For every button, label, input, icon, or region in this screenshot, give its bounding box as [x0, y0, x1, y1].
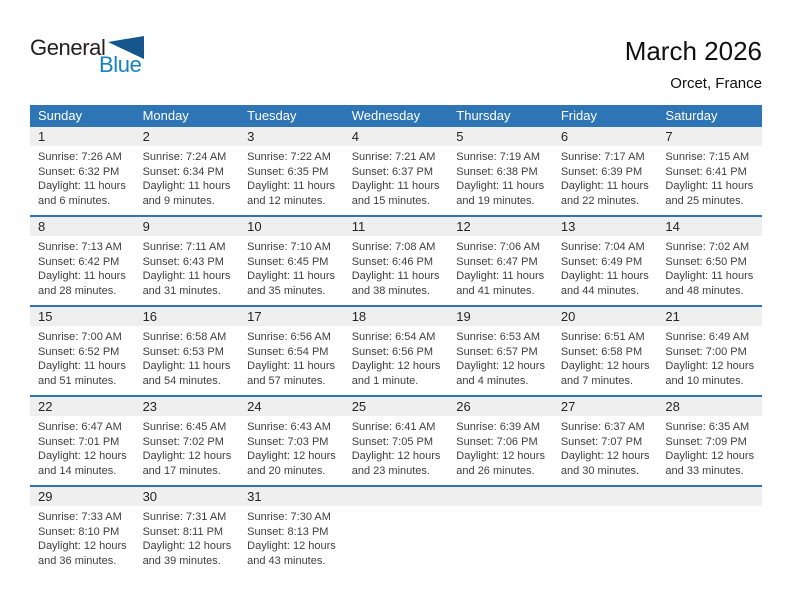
day-number: 24 [239, 397, 344, 416]
sunset-text: Sunset: 7:06 PM [456, 435, 538, 448]
daylight-text: Daylight: 11 hours and 51 minutes. [38, 360, 126, 387]
day-details [657, 326, 762, 388]
day-number: 19 [448, 307, 553, 326]
page-header [30, 36, 762, 105]
day-cell-15 [30, 307, 135, 395]
daylight-text: Daylight: 12 hours and 33 minutes. [665, 450, 755, 477]
week-row [30, 215, 762, 305]
day-number [344, 487, 449, 506]
sunrise-text: Sunrise: 6:47 AM [38, 421, 122, 433]
daylight-text: Daylight: 12 hours and 43 minutes. [247, 540, 336, 567]
day-number: 30 [135, 487, 240, 506]
week-row [30, 127, 762, 215]
day-cell-22 [30, 397, 135, 485]
sunset-text: Sunset: 8:11 PM [142, 525, 224, 538]
sunrise-text: Sunrise: 6:39 AM [456, 421, 541, 433]
daylight-text: Daylight: 12 hours and 4 minutes. [456, 360, 545, 387]
day-number: 13 [553, 217, 658, 236]
sunrise-text: Sunrise: 7:31 AM [142, 511, 227, 523]
location-subtitle: Orcet, France [670, 75, 762, 92]
day-number: 26 [448, 397, 553, 416]
daylight-text: Daylight: 11 hours and 35 minutes. [247, 270, 335, 297]
day-number [448, 487, 553, 506]
day-number: 21 [657, 307, 762, 326]
sunrise-text: Sunrise: 7:04 AM [560, 241, 645, 253]
daylight-text: Daylight: 12 hours and 23 minutes. [351, 450, 441, 477]
sunrise-text: Sunrise: 7:26 AM [38, 151, 122, 163]
daylight-text: Daylight: 11 hours and 15 minutes. [351, 180, 440, 207]
day-details [448, 236, 553, 298]
day-cell-8 [30, 217, 135, 305]
day-details [239, 146, 344, 208]
sunset-text: Sunset: 7:01 PM [38, 435, 120, 448]
day-number: 12 [448, 217, 553, 236]
sunrise-text: Sunrise: 6:35 AM [665, 421, 750, 433]
day-number [553, 487, 658, 506]
day-details [135, 506, 240, 568]
sunset-text: Sunset: 7:02 PM [142, 435, 224, 448]
day-details [448, 326, 553, 388]
day-details [135, 416, 240, 478]
day-details [135, 146, 240, 208]
day-cell-26 [448, 397, 553, 485]
day-details [30, 416, 135, 478]
day-cell-3 [239, 127, 344, 215]
brand-logo [30, 36, 144, 77]
sunrise-text: Sunrise: 7:17 AM [560, 151, 645, 163]
sunrise-text: Sunrise: 7:11 AM [142, 241, 226, 253]
daylight-text: Daylight: 11 hours and 41 minutes. [456, 270, 545, 297]
sunrise-text: Sunrise: 6:45 AM [142, 421, 227, 433]
day-cell-19 [448, 307, 553, 395]
day-cell-1 [30, 127, 135, 215]
daylight-text: Daylight: 11 hours and 22 minutes. [560, 180, 649, 207]
daylight-text: Daylight: 12 hours and 17 minutes. [142, 450, 232, 477]
sunrise-text: Sunrise: 7:06 AM [456, 241, 541, 253]
sunset-text: Sunset: 7:00 PM [665, 345, 747, 358]
sunrise-text: Sunrise: 6:43 AM [247, 421, 331, 433]
weekday-header-saturday: Saturday [665, 108, 718, 123]
day-cell-20 [553, 307, 658, 395]
day-number: 29 [30, 487, 135, 506]
sunset-text: Sunset: 6:45 PM [247, 255, 329, 268]
day-details [553, 146, 658, 208]
daylight-text: Daylight: 11 hours and 38 minutes. [351, 270, 440, 297]
daylight-text: Daylight: 11 hours and 54 minutes. [142, 360, 231, 387]
day-details [657, 236, 762, 298]
page-title: March 2026 [624, 36, 762, 66]
weekday-header-monday: Monday [142, 108, 189, 123]
day-cell-2 [135, 127, 240, 215]
day-details [344, 146, 449, 208]
day-cell-27 [553, 397, 658, 485]
sunrise-text: Sunrise: 7:15 AM [665, 151, 750, 163]
sunset-text: Sunset: 7:09 PM [665, 435, 747, 448]
day-details [657, 416, 762, 478]
day-number: 14 [657, 217, 762, 236]
day-details [30, 506, 135, 568]
sunrise-text: Sunrise: 6:49 AM [665, 331, 750, 343]
day-cell-14 [657, 217, 762, 305]
day-cell-28 [657, 397, 762, 485]
sunrise-text: Sunrise: 7:00 AM [38, 331, 122, 343]
sunset-text: Sunset: 6:47 PM [456, 255, 538, 268]
daylight-text: Daylight: 11 hours and 25 minutes. [665, 180, 754, 207]
day-number: 23 [135, 397, 240, 416]
sunset-text: Sunset: 6:56 PM [351, 345, 434, 358]
day-cell-24 [239, 397, 344, 485]
title-block [625, 36, 762, 93]
day-cell-12 [448, 217, 553, 305]
weekday-header-wednesday: Wednesday [351, 108, 421, 123]
day-details [344, 236, 449, 298]
sunset-text: Sunset: 7:03 PM [247, 435, 329, 448]
day-number: 10 [239, 217, 344, 236]
day-cell-empty [657, 487, 762, 575]
daylight-text: Daylight: 12 hours and 14 minutes. [38, 450, 127, 477]
brand-word-blue: Blue [99, 52, 142, 77]
sunrise-text: Sunrise: 6:37 AM [560, 421, 645, 433]
weekday-header-row [30, 105, 762, 127]
weekday-header-thursday: Thursday [456, 108, 511, 123]
sunrise-text: Sunrise: 6:41 AM [351, 421, 436, 433]
weekday-header-sunday: Sunday [38, 108, 83, 123]
day-details [344, 416, 449, 478]
daylight-text: Daylight: 12 hours and 10 minutes. [665, 360, 755, 387]
day-details [553, 416, 658, 478]
day-details [135, 236, 240, 298]
day-number: 18 [344, 307, 449, 326]
sunrise-text: Sunrise: 6:54 AM [351, 331, 436, 343]
weekday-header-friday: Friday [560, 108, 597, 123]
day-number: 25 [344, 397, 449, 416]
sunrise-text: Sunrise: 6:53 AM [456, 331, 541, 343]
daylight-text: Daylight: 12 hours and 20 minutes. [247, 450, 336, 477]
sunrise-text: Sunrise: 7:02 AM [665, 241, 750, 253]
day-number: 31 [239, 487, 344, 506]
day-cell-11 [344, 217, 449, 305]
sunset-text: Sunset: 6:53 PM [142, 345, 224, 358]
day-number: 28 [657, 397, 762, 416]
day-number: 27 [553, 397, 658, 416]
daylight-text: Daylight: 11 hours and 57 minutes. [247, 360, 335, 387]
day-cell-18 [344, 307, 449, 395]
daylight-text: Daylight: 11 hours and 9 minutes. [142, 180, 231, 207]
day-number: 3 [239, 127, 344, 146]
day-number: 15 [30, 307, 135, 326]
day-cell-23 [135, 397, 240, 485]
sunrise-text: Sunrise: 6:51 AM [560, 331, 645, 343]
brand-word-general: General [30, 35, 106, 60]
day-cell-31 [239, 487, 344, 575]
day-number: 2 [135, 127, 240, 146]
day-number: 4 [344, 127, 449, 146]
daylight-text: Daylight: 11 hours and 12 minutes. [247, 180, 335, 207]
day-cell-13 [553, 217, 658, 305]
day-details [239, 326, 344, 388]
day-number: 9 [135, 217, 240, 236]
day-details [448, 416, 553, 478]
day-cell-21 [657, 307, 762, 395]
daylight-text: Daylight: 12 hours and 26 minutes. [456, 450, 545, 477]
sunset-text: Sunset: 6:54 PM [247, 345, 329, 358]
sunrise-text: Sunrise: 7:22 AM [247, 151, 331, 163]
day-number: 17 [239, 307, 344, 326]
sunset-text: Sunset: 6:43 PM [142, 255, 224, 268]
sunrise-text: Sunrise: 6:58 AM [142, 331, 227, 343]
day-cell-25 [344, 397, 449, 485]
calendar-grid [30, 127, 762, 575]
page-content [30, 0, 762, 575]
sunset-text: Sunset: 6:58 PM [560, 345, 643, 358]
day-cell-5 [448, 127, 553, 215]
sunrise-text: Sunrise: 7:13 AM [38, 241, 122, 253]
day-cell-6 [553, 127, 658, 215]
day-cell-9 [135, 217, 240, 305]
sunset-text: Sunset: 6:38 PM [456, 165, 538, 178]
day-cell-29 [30, 487, 135, 575]
sunset-text: Sunset: 6:50 PM [665, 255, 747, 268]
sunset-text: Sunset: 6:52 PM [38, 345, 120, 358]
day-details [657, 146, 762, 208]
daylight-text: Daylight: 11 hours and 44 minutes. [560, 270, 649, 297]
sunrise-text: Sunrise: 6:56 AM [247, 331, 331, 343]
day-number: 16 [135, 307, 240, 326]
sunset-text: Sunset: 6:46 PM [351, 255, 434, 268]
weekday-header-tuesday: Tuesday [247, 108, 297, 123]
day-cell-10 [239, 217, 344, 305]
day-details [553, 326, 658, 388]
day-details [135, 326, 240, 388]
day-cell-16 [135, 307, 240, 395]
daylight-text: Daylight: 11 hours and 6 minutes. [38, 180, 126, 207]
day-details [30, 146, 135, 208]
day-number: 1 [30, 127, 135, 146]
daylight-text: Daylight: 12 hours and 30 minutes. [560, 450, 650, 477]
sunset-text: Sunset: 6:35 PM [247, 165, 329, 178]
sunrise-text: Sunrise: 7:19 AM [456, 151, 541, 163]
day-cell-4 [344, 127, 449, 215]
day-details [239, 416, 344, 478]
sunrise-text: Sunrise: 7:33 AM [38, 511, 122, 523]
day-cell-empty [448, 487, 553, 575]
sunset-text: Sunset: 6:49 PM [560, 255, 643, 268]
sunset-text: Sunset: 6:34 PM [142, 165, 224, 178]
sunset-text: Sunset: 6:32 PM [38, 165, 120, 178]
sunrise-text: Sunrise: 7:08 AM [351, 241, 436, 253]
daylight-text: Daylight: 11 hours and 48 minutes. [665, 270, 754, 297]
sunset-text: Sunset: 6:39 PM [560, 165, 643, 178]
day-cell-7 [657, 127, 762, 215]
week-row [30, 305, 762, 395]
sunset-text: Sunset: 7:07 PM [560, 435, 643, 448]
day-details [448, 146, 553, 208]
calendar [30, 105, 762, 575]
day-cell-empty [344, 487, 449, 575]
daylight-text: Daylight: 11 hours and 28 minutes. [38, 270, 126, 297]
day-details [344, 326, 449, 388]
day-number: 8 [30, 217, 135, 236]
day-number: 11 [344, 217, 449, 236]
sunset-text: Sunset: 8:10 PM [38, 525, 120, 538]
sunset-text: Sunset: 6:37 PM [351, 165, 434, 178]
day-details [239, 506, 344, 568]
day-cell-17 [239, 307, 344, 395]
week-row [30, 485, 762, 575]
sunrise-text: Sunrise: 7:24 AM [142, 151, 227, 163]
daylight-text: Daylight: 12 hours and 39 minutes. [142, 540, 232, 567]
sunset-text: Sunset: 6:42 PM [38, 255, 120, 268]
day-cell-30 [135, 487, 240, 575]
day-number: 5 [448, 127, 553, 146]
day-details [239, 236, 344, 298]
sunset-text: Sunset: 8:13 PM [247, 525, 329, 538]
day-details [30, 236, 135, 298]
daylight-text: Daylight: 12 hours and 36 minutes. [38, 540, 127, 567]
daylight-text: Daylight: 12 hours and 1 minute. [351, 360, 441, 387]
sunrise-text: Sunrise: 7:10 AM [247, 241, 331, 253]
day-number: 22 [30, 397, 135, 416]
week-row [30, 395, 762, 485]
day-number [657, 487, 762, 506]
day-number: 7 [657, 127, 762, 146]
day-details [553, 236, 658, 298]
daylight-text: Daylight: 12 hours and 7 minutes. [560, 360, 650, 387]
day-details [30, 326, 135, 388]
daylight-text: Daylight: 11 hours and 31 minutes. [142, 270, 231, 297]
sunset-text: Sunset: 6:41 PM [665, 165, 747, 178]
sunrise-text: Sunrise: 7:21 AM [351, 151, 436, 163]
day-cell-empty [553, 487, 658, 575]
daylight-text: Daylight: 11 hours and 19 minutes. [456, 180, 545, 207]
sunset-text: Sunset: 6:57 PM [456, 345, 538, 358]
sunrise-text: Sunrise: 7:30 AM [247, 511, 331, 523]
day-number: 20 [553, 307, 658, 326]
day-number: 6 [553, 127, 658, 146]
sunset-text: Sunset: 7:05 PM [351, 435, 434, 448]
